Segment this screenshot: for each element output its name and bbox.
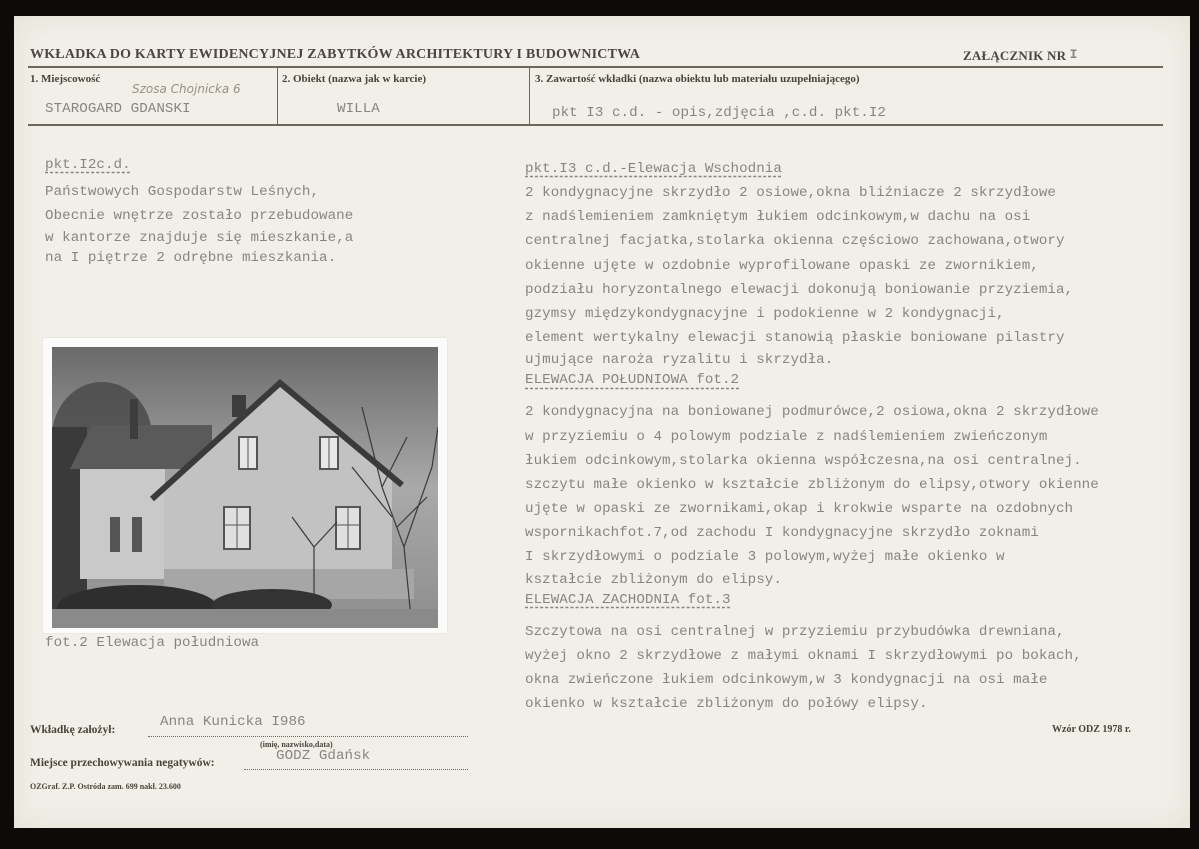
header-top-rule <box>28 66 1163 68</box>
east-line: podziału horyzontalnego elewacji dokonują boniowanie przyziemia, <box>525 281 1074 298</box>
photo-caption: fot.2 Elewacja południowa <box>45 635 260 651</box>
negatives-value: GODZ Gdańsk <box>276 748 371 764</box>
object-label: 2. Obiekt (nazwa jak w karcie) <box>282 73 427 85</box>
south-line: kształcie zbliżonym do elipsy. <box>525 571 782 588</box>
header-bottom-rule <box>28 124 1163 126</box>
left-paragraph <box>45 180 353 268</box>
south-line: wspornikachfot.7,od zachodu I kondygnacyjne skrzydło zoknami <box>525 525 1039 542</box>
south-line: 2 kondygnacyjna na boniowanej podmurówce,2 osiowa,okna 2 skrzydłowe <box>525 404 1099 421</box>
header-divider-2 <box>529 68 530 124</box>
printer-note: OZGraf. Z.P. Ostróda zam. 699 nakł. 23.600 <box>30 782 181 791</box>
author-line <box>148 736 468 737</box>
form-title: WKŁADKA DO KARTY EWIDENCYJNEJ ZABYTKÓW ARCHITEKTURY I BUDOWNICTWA <box>30 47 641 62</box>
right-column <box>525 157 1099 716</box>
locality-value: STAROGARD GDANSKI <box>45 101 191 117</box>
east-line: ujmujące naroża ryzalitu i skrzydła. <box>525 352 834 369</box>
south-line: ujęte w opaski ze zwornikami,okap i krokwie wsparte na ozdobnych <box>525 501 1074 518</box>
object-value: WILLA <box>337 101 380 117</box>
east-line: 2 kondygnacyjne skrzydło 2 osiowe,okna bliźniacze 2 skrzydłowe <box>525 185 1056 201</box>
left-line: w kantorze znajduje się mieszkanie,a <box>45 230 354 247</box>
west-line: okna zwieńczone łukiem odcinkowym,w 3 kondygnacji na osi małe <box>525 672 1048 688</box>
locality-handwritten-note: Szosa Chojnicka 6 <box>132 82 241 96</box>
author-hint: (imię, nazwisko,data) <box>260 740 333 749</box>
south-line: szczytu małe okienko w kształcie zbliżonym do elipsy,otwory okienne <box>525 476 1099 493</box>
villa-photo-illustration <box>52 347 438 628</box>
attachment-number: I <box>1069 47 1078 62</box>
section-heading-south: ELEWACJA POŁUDNIOWA fot.2 <box>525 372 740 389</box>
west-line: okienko w kształcie zbliżonym do połówy elipsy. <box>525 696 928 713</box>
east-line: z nadślemieniem zamkniętym łukiem odcinkowym,w dachu na osi <box>525 209 1031 226</box>
photo-image <box>52 347 438 628</box>
east-line: centralnej facjatka,stolarka okienna częściowo zachowana,otwory <box>525 233 1065 250</box>
east-line: gzymsy międzykondygnacyjne i podokienne w 2 kondygnacji, <box>525 305 1005 322</box>
left-heading: pkt.I2c.d. <box>45 157 131 173</box>
attachment-label-text: ZAŁĄCZNIK NR <box>963 48 1067 63</box>
document-page <box>14 16 1190 828</box>
author-value: Anna Kunicka I986 <box>160 714 306 730</box>
photo-south-elevation <box>43 338 447 633</box>
negatives-line <box>244 769 468 770</box>
attachment-label <box>963 47 1077 64</box>
south-line: w przyziemiu o 4 polowym podziale z nadślemieniem zwieńczonym <box>525 428 1048 445</box>
left-line: na I piętrze 2 odrębne mieszkania. <box>45 250 337 267</box>
east-line: element wertykalny elewacji stanowią płaskie boniowane pilastry <box>525 330 1065 347</box>
south-line: łukiem odcinkowym,stolarka okienna współczesna,na osi centralnej. <box>525 452 1082 469</box>
negatives-label: Miejsce przechowywania negatywów: <box>30 757 215 769</box>
left-line: Państwowych Gospodarstw Leśnych, <box>45 184 320 200</box>
template-note: Wzór ODZ 1978 r. <box>1052 724 1131 735</box>
south-line: I skrzydłowymi o podziale 3 polowym,wyżej małe okienko w <box>525 549 1005 566</box>
east-line: okienne ujęte w ozdobnie wyprofilowane opaski ze zwornikiem, <box>525 257 1039 274</box>
section-heading-east: pkt.I3 c.d.-Elewacja Wschodnia <box>525 161 782 177</box>
west-line: wyżej okno 2 skrzydłowe z małymi oknami I skrzydłowymi po bokach, <box>525 647 1082 664</box>
header-divider-1 <box>277 68 278 124</box>
author-label: Wkładkę założył: <box>30 724 116 736</box>
left-line: Obecnie wnętrze zostało przebudowane <box>45 208 354 225</box>
contents-label: 3. Zawartość wkładki (nazwa obiektu lub materiału uzupełniającego) <box>535 73 860 85</box>
west-line: Szczytowa na osi centralnej w przyziemiu przybudówka drewniana, <box>525 623 1065 640</box>
locality-label: 1. Miejscowość <box>30 73 101 85</box>
section-heading-west: ELEWACJA ZACHODNIA fot.3 <box>525 591 731 608</box>
contents-value: pkt I3 c.d. - opis,zdjęcia ,c.d. pkt.I2 <box>552 105 886 121</box>
